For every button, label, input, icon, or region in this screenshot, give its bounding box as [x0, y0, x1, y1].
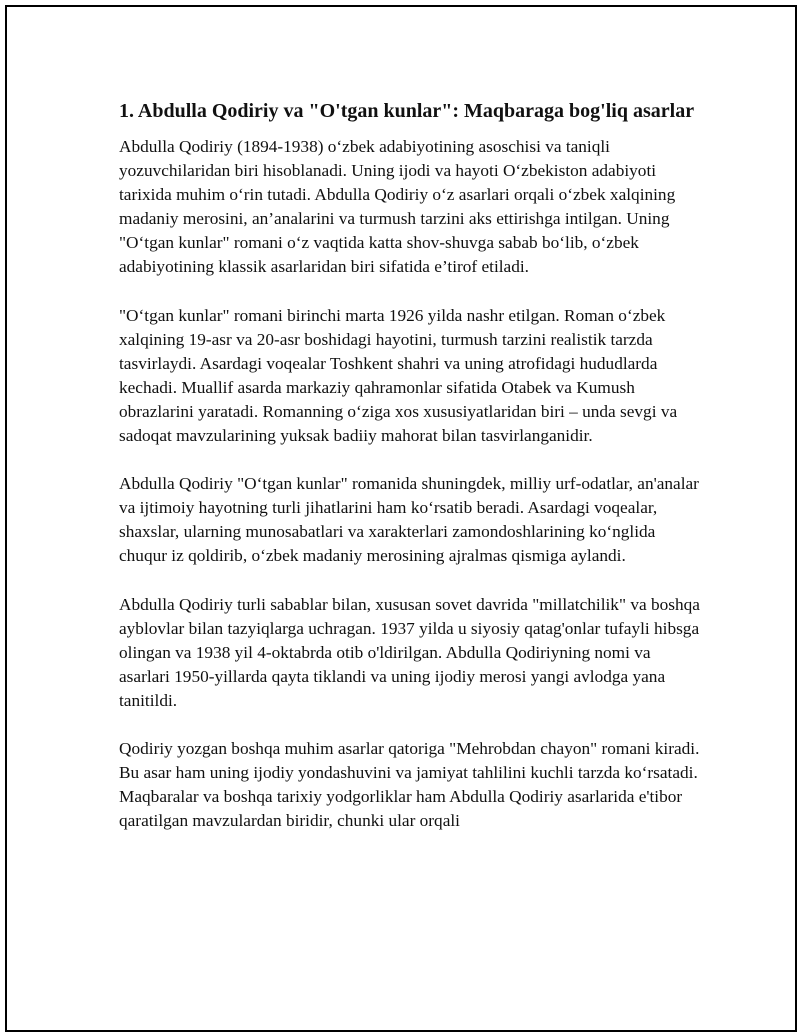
paragraph-traditions: Abdulla Qodiriy "O‘tgan kunlar" romanida shuningdek, milliy urf-odatlar, an'analar va ijtimoiy hayotning turli jihatlarini ham ko‘rsatib beradi. Asardagi voqealar, shaxslar, ularning munosabatlari va xarakterlari zamondoshlarining ko‘nglida chuqur iz qoldirib, o‘zbek madaniy merosining ajralmas qismiga aylandi.: [119, 474, 699, 566]
paragraph-repression: Abdulla Qodiriy turli sabablar bilan, xususan sovet davrida "millatchilik" va boshqa ayblovlar bilan tazyiqlarga uchragan. 1937 yilda u siyosiy qatag'onlar tufayli hibsga olingan va 1938 yil 4-oktabrda otib o'ldirilgan. Abdulla Qodiriyning nomi va asarlari 1950-yillarda qayta tiklandi va uning ijodiy merosi yangi avlodga yana tanitildi.: [119, 594, 700, 710]
paragraph-other-works: Qodiriy yozgan boshqa muhim asarlar qatoriga "Mehrobdan chayon" romani kiradi. Bu asar ham uning ijodiy yondashuvini va jamiyat tahlilini kuchli tarzda ko‘rsatadi. Maqbaralar va boshqa tarixiy yodgorliklar ham Abdulla Qodiriy asarlarida e'tibor qaratilgan mavzulardan biridir, chunki ular orqali: [119, 738, 700, 831]
paragraph-novel-overview: "O‘tgan kunlar" romani birinchi marta 1926 yilda nashr etilgan. Roman o‘zbek xalqining 19-asr va 20-asr boshidagi hayotini, turmush tarzini realistik tarzda tasvirlaydi. Asardagi voqealar Toshkent shahri va uning atrofidagi hududlarda kechadi. Muallif asarda markaziy qahramonlar sifatida Otabek va Kumush obrazlarini yaratadi. Romanning o‘ziga xos xususiyatlaridan biri – unda sevgi va sadoqat mavzularining yuksak badiiy mahorat bilan tasvirlanganidir.: [119, 305, 678, 446]
paragraph-intro: Abdulla Qodiriy (1894-1938) o‘zbek adabiyotining asoschisi va taniqli yozuvchilaridan biri hisoblanadi. Uning ijodi va hayoti O‘zbekiston adabiyoti tarixida muhim o‘rin tutadi. Abdulla Qodiriy o‘z asarlari orqali o‘zbek xalqining madaniy merosini, an’analarini va turmush tarzini aks ettirishga intilgan. Uning "O‘tgan kunlar" romani o‘z vaqtida katta shov-shuvga sabab bo‘lib, o‘zbek adabiyotining klassik asarlaridan biri sifatida e’tirof etiladi.: [119, 137, 676, 277]
document-page: [5, 5, 797, 1032]
document-body: [119, 98, 703, 857]
section-heading: 1. Abdulla Qodiriy va "O'tgan kunlar": Maqbaraga bog'liq asarlar: [119, 100, 695, 122]
